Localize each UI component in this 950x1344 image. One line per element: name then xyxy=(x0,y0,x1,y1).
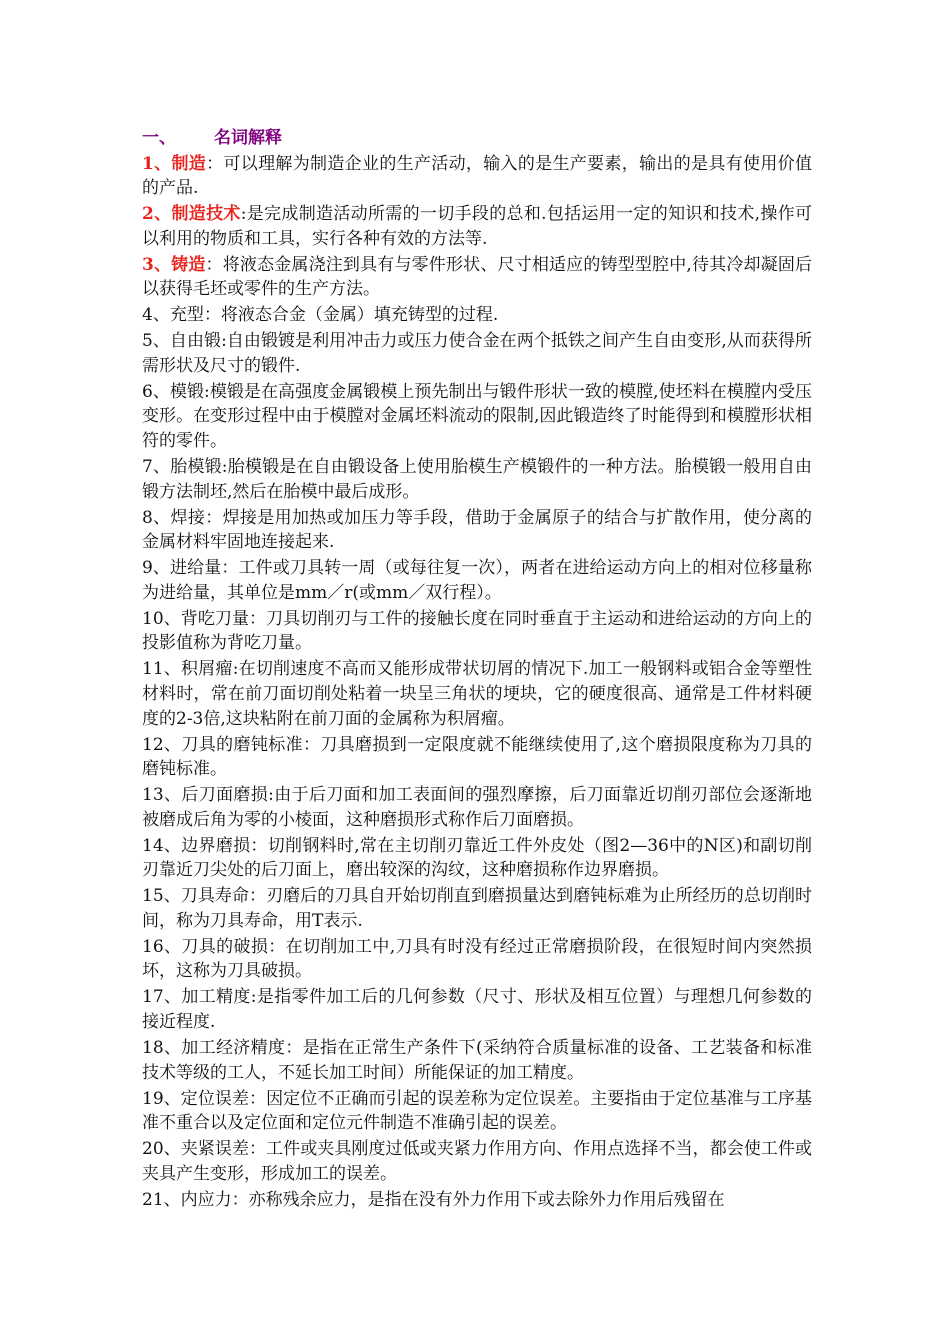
glossary-term: 14、边界磨损 xyxy=(142,835,251,856)
glossary-entry xyxy=(142,884,812,933)
glossary-entry xyxy=(142,253,812,302)
glossary-definition: 工件或夹具刚度过低或夹紧力作用方向、作用点选择不当，都会使工件或夹具产生变形，形成加工的误差。 xyxy=(142,1139,813,1184)
glossary-entry xyxy=(142,1087,812,1136)
glossary-term: 9、进给量 xyxy=(142,558,222,579)
glossary-definition: 自由锻镀是利用冲击力或压力使合金在两个抵铁之间产生自由变形,从而获得所需形状及尺寸的锻件. xyxy=(142,331,812,376)
glossary-term: 5、自由锻 xyxy=(142,331,222,352)
glossary-definition: 刀具切削刃与工件的接触长度在同时垂直于主运动和进给运动的方向上的投影值称为背吃刀量。 xyxy=(142,608,813,654)
glossary-term: 20、夹紧误差 xyxy=(142,1139,250,1160)
glossary-term: 15、刀具寿命 xyxy=(142,886,250,907)
term-separator: : xyxy=(221,457,228,478)
term-separator: ： xyxy=(203,305,221,326)
glossary-entry xyxy=(142,657,812,731)
glossary-definition: 因定位不正确而引起的误差称为定位误差。主要指由于定位基准与工序基准不重合以及定位面和定位元件制造不准确引起的误差。 xyxy=(142,1088,813,1134)
glossary-term: 8、焊接 xyxy=(142,507,206,528)
term-separator: ： xyxy=(249,1088,267,1109)
glossary-definition: 工件或刀具转一周（或每往复一次），两者在进给运动方向上的相对位移量称为进给量，其单位是mm／r(或mm／双行程）。 xyxy=(142,558,812,603)
glossary-term: 4、充型 xyxy=(142,305,204,326)
glossary-term: 16、刀具的破损 xyxy=(142,936,269,957)
glossary-definition: 在切削速度不高而又能形成带状切屑的情况下.加工一般钢料或铝合金等塑性材料时，常在前刀面切削处粘着一块呈三角状的埂块，它的硬度很高、通常是工件材料硬度的2-3倍,这块粘附在前刀面的金属称为积屑瘤。 xyxy=(142,659,812,729)
glossary-definition: 由于后刀面和加工表面间的强烈摩擦，后刀面靠近切削刃部位会逐渐地被磨成后角为零的小棱面，这种磨损形式称作后刀面磨损。 xyxy=(142,785,813,830)
term-separator: ： xyxy=(231,1189,249,1210)
glossary-term: 17、加工精度 xyxy=(142,987,251,1008)
glossary-entry xyxy=(142,607,812,656)
glossary-entry xyxy=(142,783,812,832)
glossary-entry xyxy=(142,329,812,378)
term-separator: : xyxy=(204,381,210,402)
glossary-definition: 是指零件加工后的几何参数（尺寸、形状及相互位置）与理想几何参数的接近程度. xyxy=(142,987,813,1033)
glossary-definition: 将液态金属浇注到具有与零件形状、尺寸相适应的铸型型腔中,待其冷却凝固后以获得毛坯或零件的生产方法。 xyxy=(142,254,813,300)
term-separator: ： xyxy=(221,558,239,579)
glossary-term: 10、背吃刀量 xyxy=(142,608,250,629)
glossary-term: 6、模锻 xyxy=(142,381,205,402)
glossary-entry xyxy=(142,1188,812,1213)
glossary-term: 11、积屑瘤 xyxy=(142,659,233,680)
term-separator: : xyxy=(221,331,227,352)
glossary-definition: 是指在正常生产条件下(采纳符合质量标准的设备、工艺装备和标准技术等级的工人，不延长加工时间）所能保证的加工精度。 xyxy=(142,1038,812,1083)
glossary-entry xyxy=(142,1036,812,1085)
glossary-term: 1、制造 xyxy=(142,153,207,174)
glossary-list xyxy=(142,152,812,1213)
glossary-definition: 切削钢料时,常在主切削刃靠近工件外皮处（图2—36中的N区)和副切削刃靠近刀尖处的后刀面上，磨出较深的沟纹，这种磨损称作边界磨损。 xyxy=(142,835,813,881)
glossary-entry xyxy=(142,303,812,328)
section-number: 一、 xyxy=(142,128,176,148)
glossary-term: 7、胎模锻 xyxy=(142,457,222,478)
glossary-definition: 焊接是用加热或加压力等手段，借助于金属原子的结合与扩散作用，使分离的金属材料牢固地连接起来. xyxy=(142,507,812,553)
glossary-entry xyxy=(142,152,812,201)
glossary-definition: 刀具磨损到一定限度就不能继续使用了,这个磨损限度称为刀具的磨钝标准。 xyxy=(142,734,812,780)
term-separator: ： xyxy=(249,1139,267,1160)
term-separator: ： xyxy=(268,936,286,957)
glossary-definition: 可以理解为制造企业的生产活动，输入的是生产要素，输出的是具有使用价值的产品. xyxy=(142,153,812,199)
section-heading xyxy=(142,126,812,151)
glossary-definition: 刃磨后的刀具自开始切削直到磨损量达到磨钝标难为止所经历的总切削时间，称为刀具寿命，用T表示. xyxy=(142,886,813,931)
glossary-entry xyxy=(142,985,812,1034)
glossary-definition: 胎模锻是在自由锻设备上使用胎模生产模锻件的一种方法。胎模锻一般用自由锻方法制坯,然后在胎模中最后成形。 xyxy=(142,457,812,502)
glossary-term: 12、刀具的磨钝标准 xyxy=(142,734,303,755)
glossary-term: 19、定位误差 xyxy=(142,1088,250,1109)
glossary-term: 2、制造技术 xyxy=(142,204,241,225)
term-separator: : xyxy=(268,785,274,806)
glossary-entry xyxy=(142,935,812,984)
glossary-entry xyxy=(142,733,812,782)
glossary-entry xyxy=(142,202,812,251)
term-separator: ： xyxy=(249,608,267,629)
glossary-entry xyxy=(142,556,812,605)
term-separator: ： xyxy=(206,153,224,174)
glossary-definition: 是完成制造活动所需的一切手段的总和.包括运用一定的知识和技术,操作可以利用的物质和工具，实行各种有效的方法等. xyxy=(142,204,812,249)
glossary-definition: 模锻是在高强度金属锻模上预先制出与锻件形状一致的模膛,使坯料在模膛内受压变形。在变形过程中由于模膛对金属坯料流动的限制,因此锻造终了时能得到和模膛形状相符的零件。 xyxy=(142,381,812,452)
term-separator: ： xyxy=(205,254,223,275)
term-separator: ： xyxy=(249,886,267,907)
glossary-entry xyxy=(142,1137,812,1186)
glossary-term: 18、加工经济精度 xyxy=(142,1038,286,1059)
glossary-term: 13、后刀面磨损 xyxy=(142,785,269,806)
term-separator: : xyxy=(240,204,247,225)
glossary-definition: 亦称残余应力，是指在没有外力作用下或去除外力作用后残留在 xyxy=(248,1189,725,1210)
glossary-term: 3、铸造 xyxy=(142,254,206,275)
term-separator: ： xyxy=(205,507,223,528)
document-body xyxy=(142,126,812,1214)
glossary-definition: 在切削加工中,刀具有时没有经过正常磨损阶段，在很短时间内突然损坏，这称为刀具破损。 xyxy=(142,936,812,982)
term-separator: : xyxy=(232,659,239,680)
term-separator: ： xyxy=(250,835,268,856)
term-separator: ： xyxy=(302,734,321,755)
section-title: 名词解释 xyxy=(214,128,282,148)
term-separator: ： xyxy=(285,1038,303,1059)
glossary-entry xyxy=(142,455,812,504)
glossary-entry xyxy=(142,380,812,454)
glossary-entry xyxy=(142,834,812,883)
term-separator: : xyxy=(250,987,257,1008)
glossary-definition: 将液态合金（金属）填充铸型的过程. xyxy=(220,305,499,326)
glossary-term: 21、内应力 xyxy=(142,1189,232,1210)
glossary-entry xyxy=(142,506,812,555)
